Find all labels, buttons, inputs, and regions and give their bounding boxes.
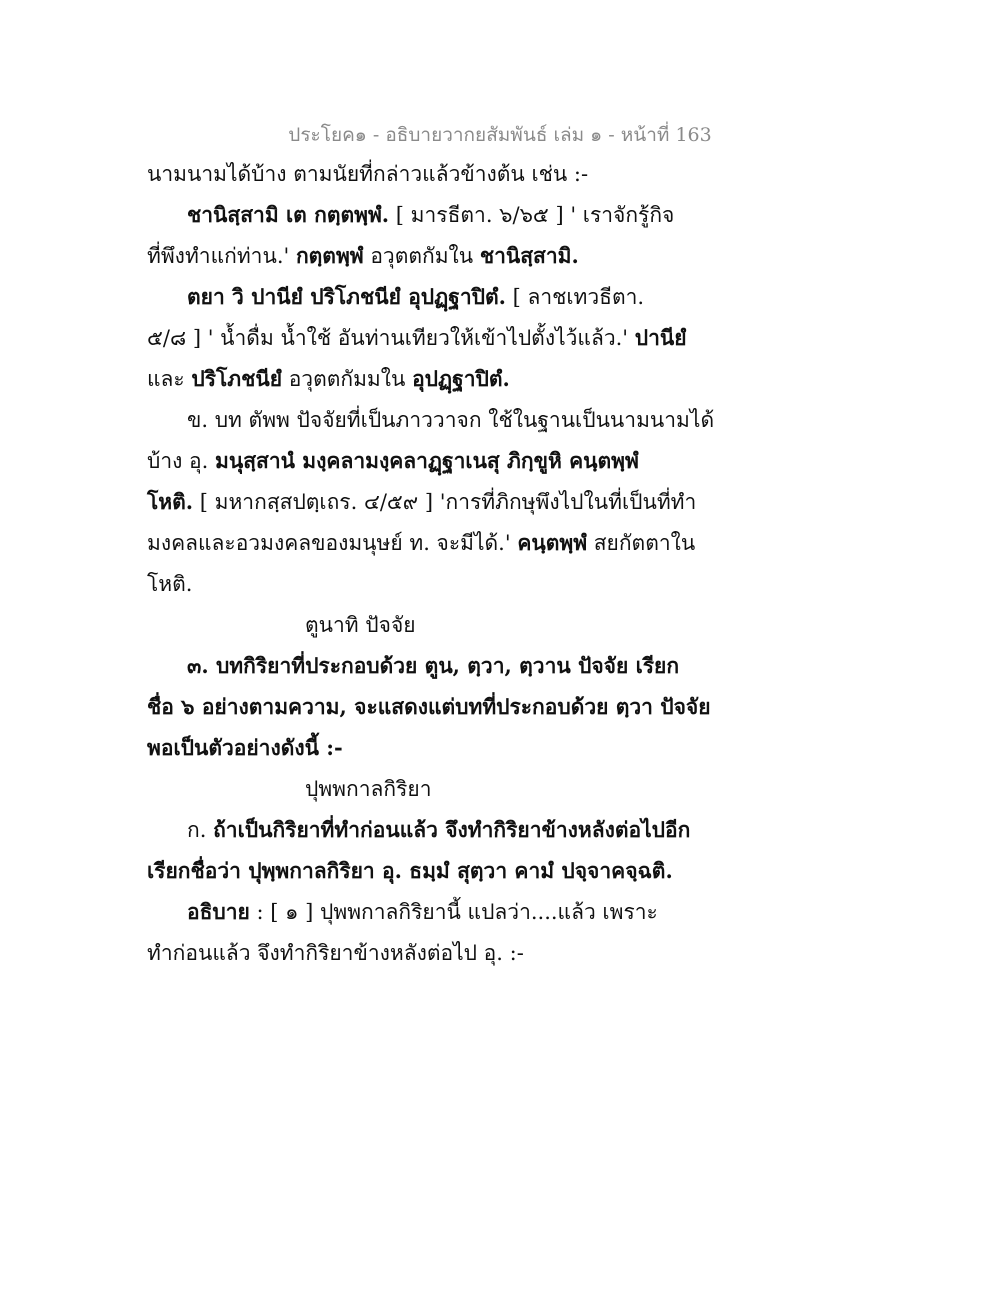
line-text: และ [147,367,192,391]
text-line-15 [187,816,690,844]
subheading-pubbakala [305,775,431,803]
text-line-1 [147,160,588,188]
line-text: ชื่อ ๖ อย่างตามความ, จะแสดงแต่บทที่ประกอบด้วย ตฺวา ปัจจัย [147,694,711,719]
line-text: อวุตตกัมมใน [282,367,413,391]
pali-term: อุปฏฺฐาปิตํ. [412,366,510,391]
line-text: มงคลและอวมงคลของมนุษย์ ท. จะมีได้.' [147,531,518,555]
line-text: : [ ๑ ] ปุพพกาลกิริยานี้ แปลว่า....แล้ว เพราะ [249,900,658,924]
line-text: อวุตตกัมใน [363,244,480,268]
pali-term: กตฺตพฺพํ [295,243,364,268]
subheading-text: ตูนาทิ ปัจจัย [305,613,416,637]
text-line-14 [147,734,343,762]
pali-quote: ชานิสฺสามิ เต กตฺตพฺพํ. [187,202,390,227]
line-text: โหติ. [147,572,193,596]
text-line-9 [147,488,696,516]
line-text: เรียกชื่อว่า ปุพฺพกาลกิริยา อุ. ธมฺมํ สุตฺวา คามํ ปจฺจาคจฺฉติ. [147,858,673,883]
line-text: สยกัตตาใน [587,531,696,555]
pali-term: ชานิสฺสามิ. [479,243,579,268]
text-line-12 [187,652,679,680]
text-line-10 [147,529,695,557]
bold-text: ถ้าเป็นกิริยาที่ทำก่อนแล้ว จึงทำกิริยาข้างหลังต่อไปอีก [213,817,691,842]
text-line-18 [147,939,524,967]
running-head-text: ประโยค๑ - อธิบายวากยสัมพันธ์ เล่ม ๑ - หน้าที่ 163 [288,124,712,146]
pali-term: ปานียํ [634,325,687,350]
line-text: [ มารธีตา. ๖/๖๕ ] ' เราจักรู้กิจ [389,203,675,227]
line-text: ทำก่อนแล้ว จึงทำกิริยาข้างหลังต่อไป อุ. :- [147,941,524,965]
line-text: ก. [187,818,214,842]
line-text: ที่พึงทำแก่ท่าน.' [147,244,296,268]
line-text: พอเป็นตัวอย่างดังนี้ :- [147,735,343,760]
pali-term: คนฺตพฺพํ [517,530,588,555]
line-text: ข. บท ตัพพ ปัจจัยที่เป็นภาววาจก ใช้ในฐานเป็นนามนามได้ [187,408,715,432]
text-line-13 [147,693,711,721]
subheading-tunadi [305,611,416,639]
text-line-4 [187,283,644,311]
text-line-11 [147,570,192,598]
pali-quote: ตยา วิ ปานียํ ปริโภชนียํ อุปฏฺฐาปิตํ. [187,284,506,309]
line-text: [ ลาชเทวธีตา. [505,285,645,309]
pali-term: โหติ. [147,489,194,514]
running-head [0,120,1000,150]
text-line-8 [147,447,639,475]
line-text: บ้าง อุ. [147,449,216,473]
pali-quote: มนุสฺสานํ มงฺคลามงฺคลาฏฺฐาเนสุ ภิกฺขูหิ คนฺตพฺพํ [215,448,639,473]
text-line-3 [147,242,579,270]
pali-term: ปริโภชนียํ [191,366,283,391]
text-line-17 [187,898,658,926]
text-line-6 [147,365,510,393]
subheading-text: ปุพพกาลกิริยา [305,777,432,801]
explanation-label: อธิบาย [187,899,250,924]
line-text: ๓. บทกิริยาที่ประกอบด้วย ตูน, ตฺวา, ตฺวาน ปัจจัย เรียก [187,653,680,678]
line-text: [ มหากสฺสปตฺเถร. ๔/๕๙ ] 'การที่ภิกษุพึงไปในที่เป็นที่ทำ [193,490,697,514]
text-line-16 [147,857,673,885]
text-line-5 [147,324,687,352]
line-text: ๕/๘ ] ' น้ำดื่ม น้ำใช้ อันท่านเทียวให้เข้าไปตั้งไว้แล้ว.' [147,326,635,350]
text-line-2 [187,201,674,229]
text-line-7 [187,406,714,434]
line-text: นามนามได้บ้าง ตามนัยที่กล่าวแล้วข้างต้น เช่น :- [147,162,589,186]
